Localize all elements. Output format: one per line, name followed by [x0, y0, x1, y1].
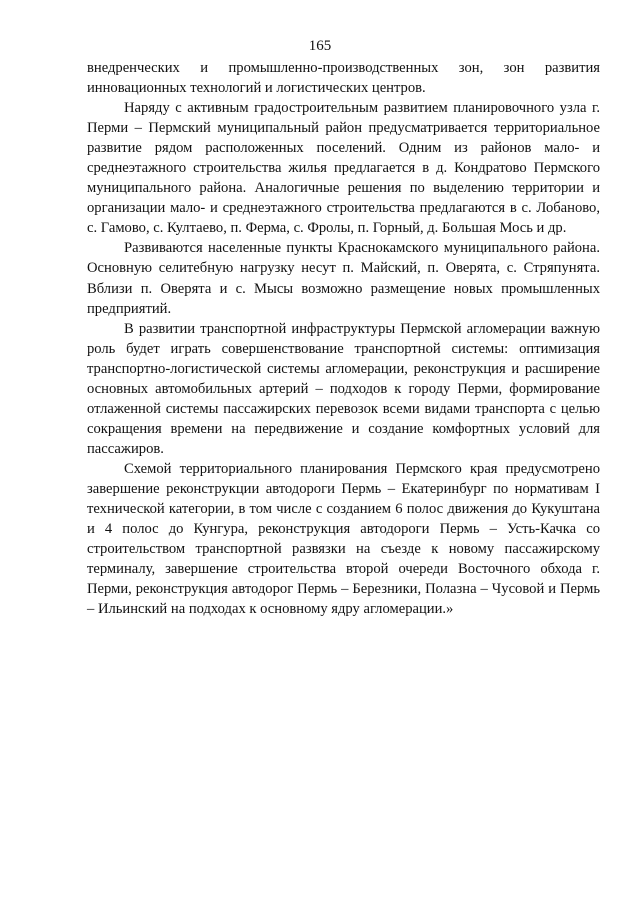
page-number: 165: [308, 38, 332, 54]
paragraph-territorial-planning-scheme: Схемой территориального планирования Пермского края предусмотрено завершение реконструкции автодороги Пермь – Екатеринбург по нормативам I технической категории, в том числе с созданием 6 полос движения до Кукуштана и 4 полос до Кунгура, реконструкция автодороги Пермь – Усть-Качка со строительством транспортной развязки на съезде к новому пассажирскому терминалу, завершение строительства второй очереди Восточного обхода г. Перми, реконструкция автодорог Пермь – Березники, Полазна – Чусовой и Пермь – Ильинский на подходах к основному ядру агломерации.»: [87, 460, 600, 618]
paragraph-perm-district-development: Наряду с активным градостроительным развитием планировочного узла г. Перми – Пермский муниципальный район предусматривается территориальное развитие рядом расположенных поселений. Одним из районов мало- и среднеэтажного строительства жилья предлагается в д. Кондратово Пермского муниципального района. Аналогичные решения по выделению территории и организации мало- и среднеэтажного строительства предлагаются в с. Лобаново, с. Гамово, с. Култаево, п. Ферма, с. Фролы, п. Горный, д. Большая Мось и др.: [87, 100, 600, 237]
paragraph-transport-infrastructure: В развитии транспортной инфраструктуры Пермской агломерации важную роль будет играть совершенствование транспортной системы: оптимизация транспортно-логистической системы агломерации, реконструкция и расширение основных автомобильных артерий – подходов к городу Перми, формирование отлаженной системы пассажирских перевозок всеми видами транспорта с целью сокращения времени на передвижение и создание комфортных условий для пассажиров.: [87, 320, 600, 457]
paragraph-krasnokamsk-settlements: Развиваются населенные пункты Краснокамского муниципального района. Основную селитебную нагрузку несут п. Майский, п. Оверята, с. Стряпунята. Вблизи п. Оверята и с. Мысы возможно размещение новых промышленных предприятий.: [87, 240, 600, 317]
body-text: [87, 58, 600, 619]
paragraph-industrial-zones: внедренческих и промышленно-производственных зон, зон развития инновационных технологий и логистических центров.: [87, 60, 600, 97]
